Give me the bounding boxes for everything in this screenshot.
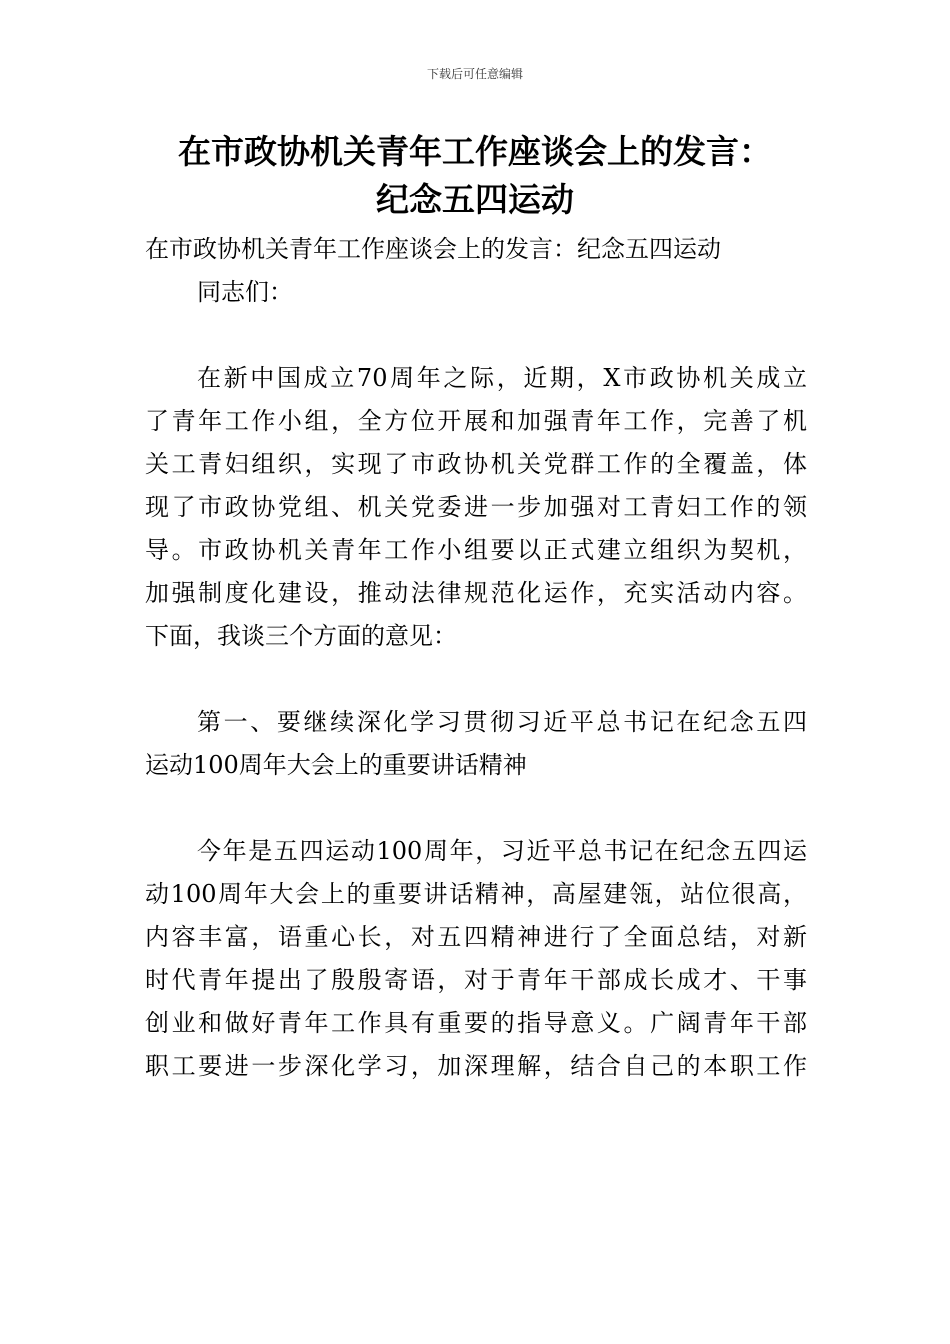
paragraph-line: 了青年工作小组，全方位开展和加强青年工作，完善了机 (145, 407, 807, 435)
paragraph-gap (145, 787, 807, 830)
paragraph-line: 导。市政协机关青年工作小组要以正式建立组织为契机， (145, 536, 807, 564)
title-line-1: 在市政协机关青年工作座谈会上的发言： (178, 132, 772, 171)
paragraph-line: 关工青妇组织，实现了市政协机关党群工作的全覆盖，体 (145, 450, 807, 478)
subtitle: 在市政协机关青年工作座谈会上的发言：纪念五四运动 (145, 235, 721, 263)
paragraph-line: 职工要进一步深化学习，加深理解，结合自己的本职工作 (145, 1052, 807, 1080)
paragraph-2 (145, 701, 807, 787)
paragraph-line: 第一、要继续深化学习贯彻习近平总书记在纪念五四 (197, 708, 807, 736)
paragraph-line: 下面，我谈三个方面的意见： (145, 622, 457, 650)
paragraph-gap (145, 658, 807, 701)
document-title (120, 128, 830, 224)
document-body (145, 228, 807, 1088)
paragraph-gap (145, 314, 807, 357)
header-note: 下载后可任意编辑 (426, 67, 523, 81)
paragraph-line: 今年是五四运动100周年，习近平总书记在纪念五四运 (197, 837, 807, 865)
paragraph-line: 动100周年大会上的重要讲话精神，高屋建瓴，站位很高， (145, 880, 807, 908)
paragraph-3 (145, 830, 807, 1088)
paragraph-line: 加强制度化建设，推动法律规范化运作，充实活动内容。 (145, 579, 807, 607)
title-line-2: 纪念五四运动 (376, 180, 574, 219)
paragraph-line: 运动100周年大会上的重要讲话精神 (145, 751, 527, 779)
salutation: 同志们： (197, 278, 293, 306)
paragraph-1 (145, 357, 807, 658)
paragraph-line: 时代青年提出了殷殷寄语，对于青年干部成长成才、干事 (145, 966, 807, 994)
paragraph-line: 创业和做好青年工作具有重要的指导意义。广阔青年干部 (145, 1009, 807, 1037)
paragraph-line: 现了市政协党组、机关党委进一步加强对工青妇工作的领 (145, 493, 807, 521)
paragraph-line: 内容丰富，语重心长，对五四精神进行了全面总结，对新 (145, 923, 807, 951)
paragraph-line: 在新中国成立70周年之际，近期，X市政协机关成立 (197, 364, 807, 392)
